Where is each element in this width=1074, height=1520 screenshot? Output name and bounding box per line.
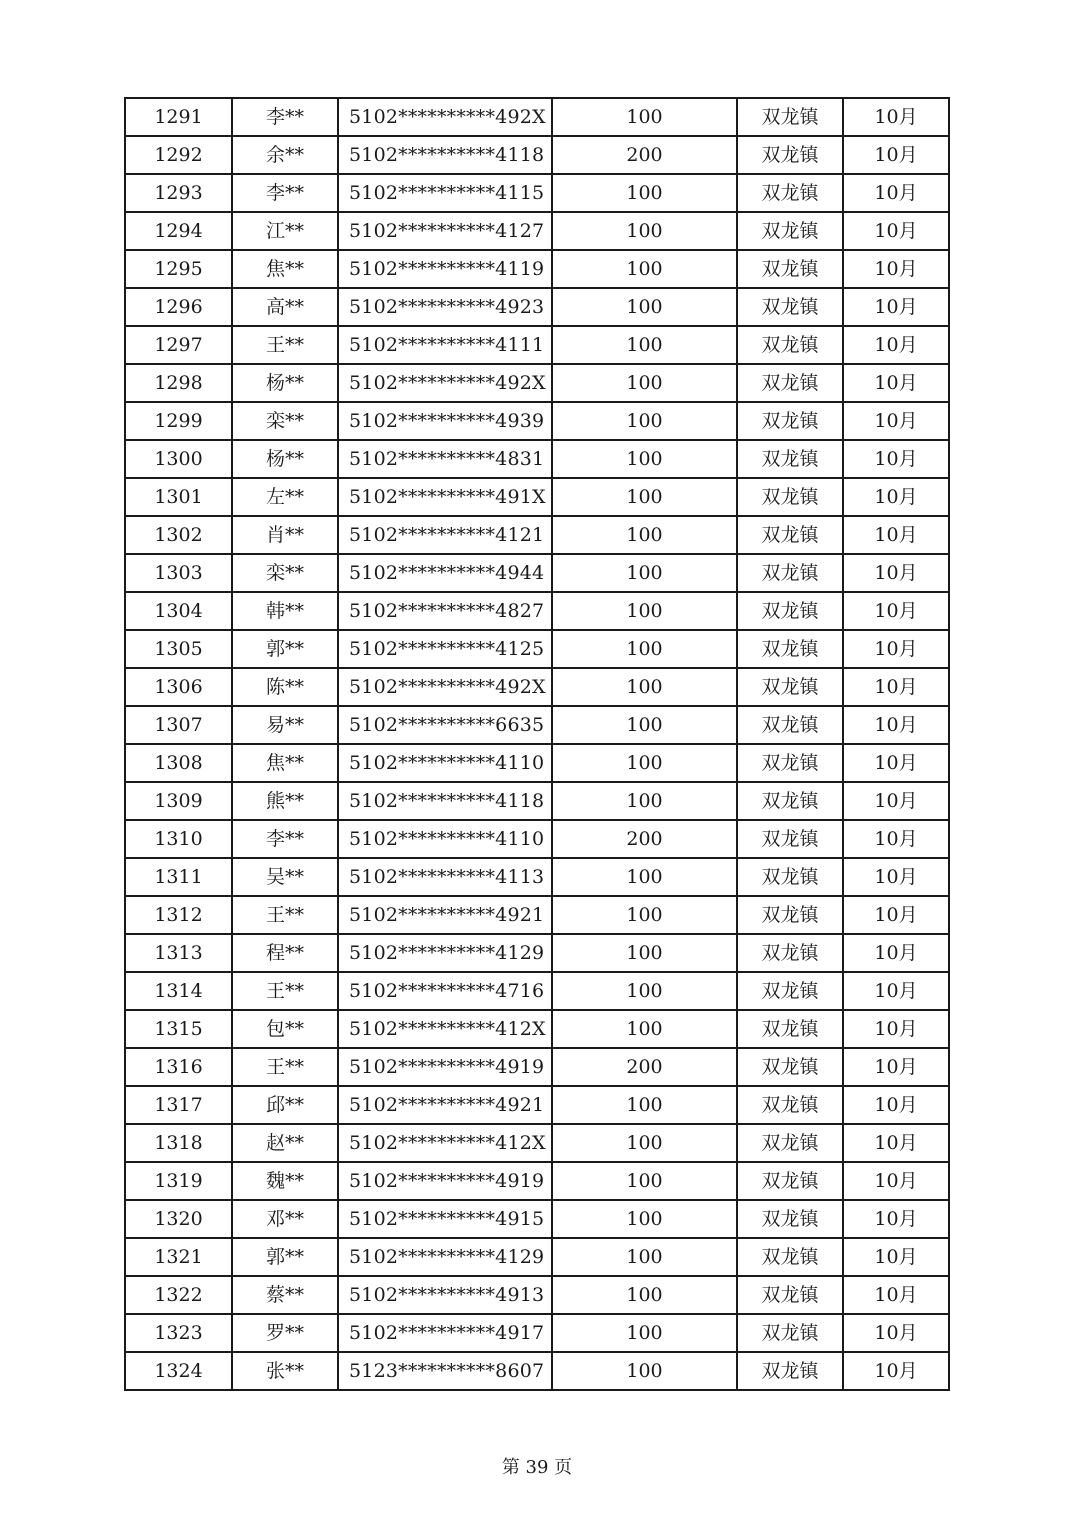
row-number-cell: 1315 <box>125 1010 232 1048</box>
town-cell: 双龙镇 <box>737 706 843 744</box>
name-cell: 焦** <box>232 250 338 288</box>
amount-cell: 100 <box>552 478 737 516</box>
town-cell: 双龙镇 <box>737 554 843 592</box>
name-cell: 江** <box>232 212 338 250</box>
name-cell: 陈** <box>232 668 338 706</box>
amount-cell: 100 <box>552 174 737 212</box>
row-number-cell: 1293 <box>125 174 232 212</box>
name-cell: 王** <box>232 896 338 934</box>
name-cell: 王** <box>232 1048 338 1086</box>
row-number-cell: 1320 <box>125 1200 232 1238</box>
row-number-cell: 1310 <box>125 820 232 858</box>
amount-cell: 100 <box>552 554 737 592</box>
id-number-cell: 5102**********4118 <box>338 136 552 174</box>
month-cell: 10月 <box>843 706 949 744</box>
records-table-body <box>125 98 949 1390</box>
table-row <box>125 630 949 668</box>
month-cell: 10月 <box>843 1086 949 1124</box>
amount-cell: 100 <box>552 1200 737 1238</box>
table-row <box>125 554 949 592</box>
amount-cell: 100 <box>552 326 737 364</box>
month-cell: 10月 <box>843 1200 949 1238</box>
name-cell: 熊** <box>232 782 338 820</box>
id-number-cell: 5102**********4913 <box>338 1276 552 1314</box>
table-row <box>125 1162 949 1200</box>
amount-cell: 100 <box>552 1314 737 1352</box>
amount-cell: 100 <box>552 440 737 478</box>
amount-cell: 100 <box>552 364 737 402</box>
id-number-cell: 5102**********4915 <box>338 1200 552 1238</box>
row-number-cell: 1308 <box>125 744 232 782</box>
row-number-cell: 1309 <box>125 782 232 820</box>
town-cell: 双龙镇 <box>737 934 843 972</box>
table-row <box>125 288 949 326</box>
table-row <box>125 972 949 1010</box>
row-number-cell: 1319 <box>125 1162 232 1200</box>
name-cell: 余** <box>232 136 338 174</box>
row-number-cell: 1292 <box>125 136 232 174</box>
id-number-cell: 5102**********4919 <box>338 1162 552 1200</box>
month-cell: 10月 <box>843 516 949 554</box>
id-number-cell: 5102**********412X <box>338 1010 552 1048</box>
row-number-cell: 1307 <box>125 706 232 744</box>
id-number-cell: 5102**********4917 <box>338 1314 552 1352</box>
amount-cell: 100 <box>552 1276 737 1314</box>
table-row <box>125 896 949 934</box>
name-cell: 焦** <box>232 744 338 782</box>
month-cell: 10月 <box>843 136 949 174</box>
row-number-cell: 1303 <box>125 554 232 592</box>
table-row <box>125 706 949 744</box>
amount-cell: 100 <box>552 1086 737 1124</box>
id-number-cell: 5102**********4127 <box>338 212 552 250</box>
id-number-cell: 5102**********4921 <box>338 1086 552 1124</box>
month-cell: 10月 <box>843 1124 949 1162</box>
amount-cell: 100 <box>552 1124 737 1162</box>
month-cell: 10月 <box>843 820 949 858</box>
row-number-cell: 1322 <box>125 1276 232 1314</box>
town-cell: 双龙镇 <box>737 364 843 402</box>
name-cell: 韩** <box>232 592 338 630</box>
table-row <box>125 820 949 858</box>
name-cell: 包** <box>232 1010 338 1048</box>
month-cell: 10月 <box>843 668 949 706</box>
amount-cell: 200 <box>552 136 737 174</box>
town-cell: 双龙镇 <box>737 1086 843 1124</box>
amount-cell: 100 <box>552 782 737 820</box>
month-cell: 10月 <box>843 972 949 1010</box>
table-row <box>125 136 949 174</box>
table-row <box>125 478 949 516</box>
id-number-cell: 5102**********492X <box>338 668 552 706</box>
month-cell: 10月 <box>843 592 949 630</box>
month-cell: 10月 <box>843 782 949 820</box>
amount-cell: 100 <box>552 1162 737 1200</box>
town-cell: 双龙镇 <box>737 1124 843 1162</box>
name-cell: 高** <box>232 288 338 326</box>
table-row <box>125 1086 949 1124</box>
name-cell: 王** <box>232 972 338 1010</box>
id-number-cell: 5102**********492X <box>338 98 552 136</box>
records-table <box>124 97 950 1391</box>
name-cell: 吴** <box>232 858 338 896</box>
id-number-cell: 5102**********4827 <box>338 592 552 630</box>
name-cell: 杨** <box>232 440 338 478</box>
name-cell: 易** <box>232 706 338 744</box>
name-cell: 左** <box>232 478 338 516</box>
amount-cell: 100 <box>552 250 737 288</box>
id-number-cell: 5102**********4119 <box>338 250 552 288</box>
id-number-cell: 5102**********4129 <box>338 934 552 972</box>
name-cell: 李** <box>232 820 338 858</box>
name-cell: 杨** <box>232 364 338 402</box>
amount-cell: 200 <box>552 820 737 858</box>
name-cell: 郭** <box>232 1238 338 1276</box>
row-number-cell: 1312 <box>125 896 232 934</box>
month-cell: 10月 <box>843 1048 949 1086</box>
town-cell: 双龙镇 <box>737 630 843 668</box>
amount-cell: 100 <box>552 706 737 744</box>
town-cell: 双龙镇 <box>737 136 843 174</box>
amount-cell: 100 <box>552 592 737 630</box>
name-cell: 栾** <box>232 402 338 440</box>
town-cell: 双龙镇 <box>737 858 843 896</box>
name-cell: 郭** <box>232 630 338 668</box>
amount-cell: 100 <box>552 744 737 782</box>
page-number: 第 39 页 <box>501 1457 573 1478</box>
town-cell: 双龙镇 <box>737 896 843 934</box>
table-row <box>125 744 949 782</box>
month-cell: 10月 <box>843 1314 949 1352</box>
table-row <box>125 1048 949 1086</box>
row-number-cell: 1305 <box>125 630 232 668</box>
town-cell: 双龙镇 <box>737 820 843 858</box>
table-row <box>125 1352 949 1390</box>
amount-cell: 100 <box>552 630 737 668</box>
table-row <box>125 1238 949 1276</box>
name-cell: 邱** <box>232 1086 338 1124</box>
amount-cell: 100 <box>552 1352 737 1390</box>
id-number-cell: 5102**********4118 <box>338 782 552 820</box>
id-number-cell: 5102**********4125 <box>338 630 552 668</box>
table-row <box>125 440 949 478</box>
table-row <box>125 174 949 212</box>
row-number-cell: 1324 <box>125 1352 232 1390</box>
name-cell: 魏** <box>232 1162 338 1200</box>
id-number-cell: 5102**********6635 <box>338 706 552 744</box>
id-number-cell: 5102**********4110 <box>338 744 552 782</box>
table-row <box>125 516 949 554</box>
row-number-cell: 1297 <box>125 326 232 364</box>
month-cell: 10月 <box>843 1276 949 1314</box>
table-row <box>125 934 949 972</box>
amount-cell: 100 <box>552 858 737 896</box>
amount-cell: 200 <box>552 1048 737 1086</box>
table-row <box>125 1200 949 1238</box>
amount-cell: 100 <box>552 1010 737 1048</box>
amount-cell: 100 <box>552 1238 737 1276</box>
table-row <box>125 212 949 250</box>
month-cell: 10月 <box>843 174 949 212</box>
id-number-cell: 5102**********4716 <box>338 972 552 1010</box>
town-cell: 双龙镇 <box>737 288 843 326</box>
month-cell: 10月 <box>843 98 949 136</box>
id-number-cell: 5102**********4110 <box>338 820 552 858</box>
table-row <box>125 98 949 136</box>
month-cell: 10月 <box>843 896 949 934</box>
id-number-cell: 5102**********491X <box>338 478 552 516</box>
town-cell: 双龙镇 <box>737 668 843 706</box>
id-number-cell: 5102**********4919 <box>338 1048 552 1086</box>
table-row <box>125 858 949 896</box>
id-number-cell: 5102**********4831 <box>338 440 552 478</box>
town-cell: 双龙镇 <box>737 1048 843 1086</box>
row-number-cell: 1302 <box>125 516 232 554</box>
row-number-cell: 1313 <box>125 934 232 972</box>
amount-cell: 100 <box>552 402 737 440</box>
month-cell: 10月 <box>843 1162 949 1200</box>
town-cell: 双龙镇 <box>737 174 843 212</box>
month-cell: 10月 <box>843 1352 949 1390</box>
town-cell: 双龙镇 <box>737 782 843 820</box>
amount-cell: 100 <box>552 288 737 326</box>
amount-cell: 100 <box>552 972 737 1010</box>
town-cell: 双龙镇 <box>737 1200 843 1238</box>
town-cell: 双龙镇 <box>737 440 843 478</box>
amount-cell: 100 <box>552 668 737 706</box>
table-row <box>125 782 949 820</box>
id-number-cell: 5102**********4115 <box>338 174 552 212</box>
table-row <box>125 326 949 364</box>
name-cell: 蔡** <box>232 1276 338 1314</box>
month-cell: 10月 <box>843 364 949 402</box>
name-cell: 张** <box>232 1352 338 1390</box>
month-cell: 10月 <box>843 1238 949 1276</box>
row-number-cell: 1314 <box>125 972 232 1010</box>
name-cell: 李** <box>232 98 338 136</box>
row-number-cell: 1299 <box>125 402 232 440</box>
name-cell: 赵** <box>232 1124 338 1162</box>
month-cell: 10月 <box>843 934 949 972</box>
row-number-cell: 1306 <box>125 668 232 706</box>
month-cell: 10月 <box>843 402 949 440</box>
town-cell: 双龙镇 <box>737 1010 843 1048</box>
town-cell: 双龙镇 <box>737 1352 843 1390</box>
id-number-cell: 5102**********4111 <box>338 326 552 364</box>
row-number-cell: 1323 <box>125 1314 232 1352</box>
name-cell: 王** <box>232 326 338 364</box>
town-cell: 双龙镇 <box>737 326 843 364</box>
table-row <box>125 1276 949 1314</box>
row-number-cell: 1316 <box>125 1048 232 1086</box>
month-cell: 10月 <box>843 630 949 668</box>
town-cell: 双龙镇 <box>737 1238 843 1276</box>
row-number-cell: 1294 <box>125 212 232 250</box>
town-cell: 双龙镇 <box>737 1276 843 1314</box>
row-number-cell: 1321 <box>125 1238 232 1276</box>
id-number-cell: 5102**********4923 <box>338 288 552 326</box>
id-number-cell: 5102**********492X <box>338 364 552 402</box>
name-cell: 肖** <box>232 516 338 554</box>
row-number-cell: 1311 <box>125 858 232 896</box>
table-row <box>125 402 949 440</box>
town-cell: 双龙镇 <box>737 592 843 630</box>
town-cell: 双龙镇 <box>737 1162 843 1200</box>
month-cell: 10月 <box>843 440 949 478</box>
month-cell: 10月 <box>843 326 949 364</box>
table-row <box>125 668 949 706</box>
amount-cell: 100 <box>552 896 737 934</box>
town-cell: 双龙镇 <box>737 744 843 782</box>
amount-cell: 100 <box>552 516 737 554</box>
name-cell: 邓** <box>232 1200 338 1238</box>
amount-cell: 100 <box>552 934 737 972</box>
row-number-cell: 1304 <box>125 592 232 630</box>
id-number-cell: 5102**********4121 <box>338 516 552 554</box>
month-cell: 10月 <box>843 212 949 250</box>
town-cell: 双龙镇 <box>737 402 843 440</box>
table-row <box>125 250 949 288</box>
id-number-cell: 5102**********4113 <box>338 858 552 896</box>
town-cell: 双龙镇 <box>737 1314 843 1352</box>
id-number-cell: 5102**********4939 <box>338 402 552 440</box>
name-cell: 程** <box>232 934 338 972</box>
name-cell: 罗** <box>232 1314 338 1352</box>
month-cell: 10月 <box>843 744 949 782</box>
row-number-cell: 1296 <box>125 288 232 326</box>
table-row <box>125 1124 949 1162</box>
month-cell: 10月 <box>843 1010 949 1048</box>
row-number-cell: 1301 <box>125 478 232 516</box>
row-number-cell: 1318 <box>125 1124 232 1162</box>
id-number-cell: 5102**********412X <box>338 1124 552 1162</box>
id-number-cell: 5102**********4129 <box>338 1238 552 1276</box>
table-row <box>125 1314 949 1352</box>
row-number-cell: 1317 <box>125 1086 232 1124</box>
town-cell: 双龙镇 <box>737 250 843 288</box>
town-cell: 双龙镇 <box>737 972 843 1010</box>
row-number-cell: 1295 <box>125 250 232 288</box>
name-cell: 栾** <box>232 554 338 592</box>
month-cell: 10月 <box>843 288 949 326</box>
town-cell: 双龙镇 <box>737 212 843 250</box>
name-cell: 李** <box>232 174 338 212</box>
month-cell: 10月 <box>843 478 949 516</box>
amount-cell: 100 <box>552 212 737 250</box>
id-number-cell: 5102**********4921 <box>338 896 552 934</box>
amount-cell: 100 <box>552 98 737 136</box>
table-row <box>125 1010 949 1048</box>
id-number-cell: 5102**********4944 <box>338 554 552 592</box>
row-number-cell: 1300 <box>125 440 232 478</box>
town-cell: 双龙镇 <box>737 98 843 136</box>
row-number-cell: 1291 <box>125 98 232 136</box>
town-cell: 双龙镇 <box>737 516 843 554</box>
month-cell: 10月 <box>843 554 949 592</box>
month-cell: 10月 <box>843 858 949 896</box>
town-cell: 双龙镇 <box>737 478 843 516</box>
id-number-cell: 5123**********8607 <box>338 1352 552 1390</box>
table-row <box>125 364 949 402</box>
row-number-cell: 1298 <box>125 364 232 402</box>
table-row <box>125 592 949 630</box>
month-cell: 10月 <box>843 250 949 288</box>
